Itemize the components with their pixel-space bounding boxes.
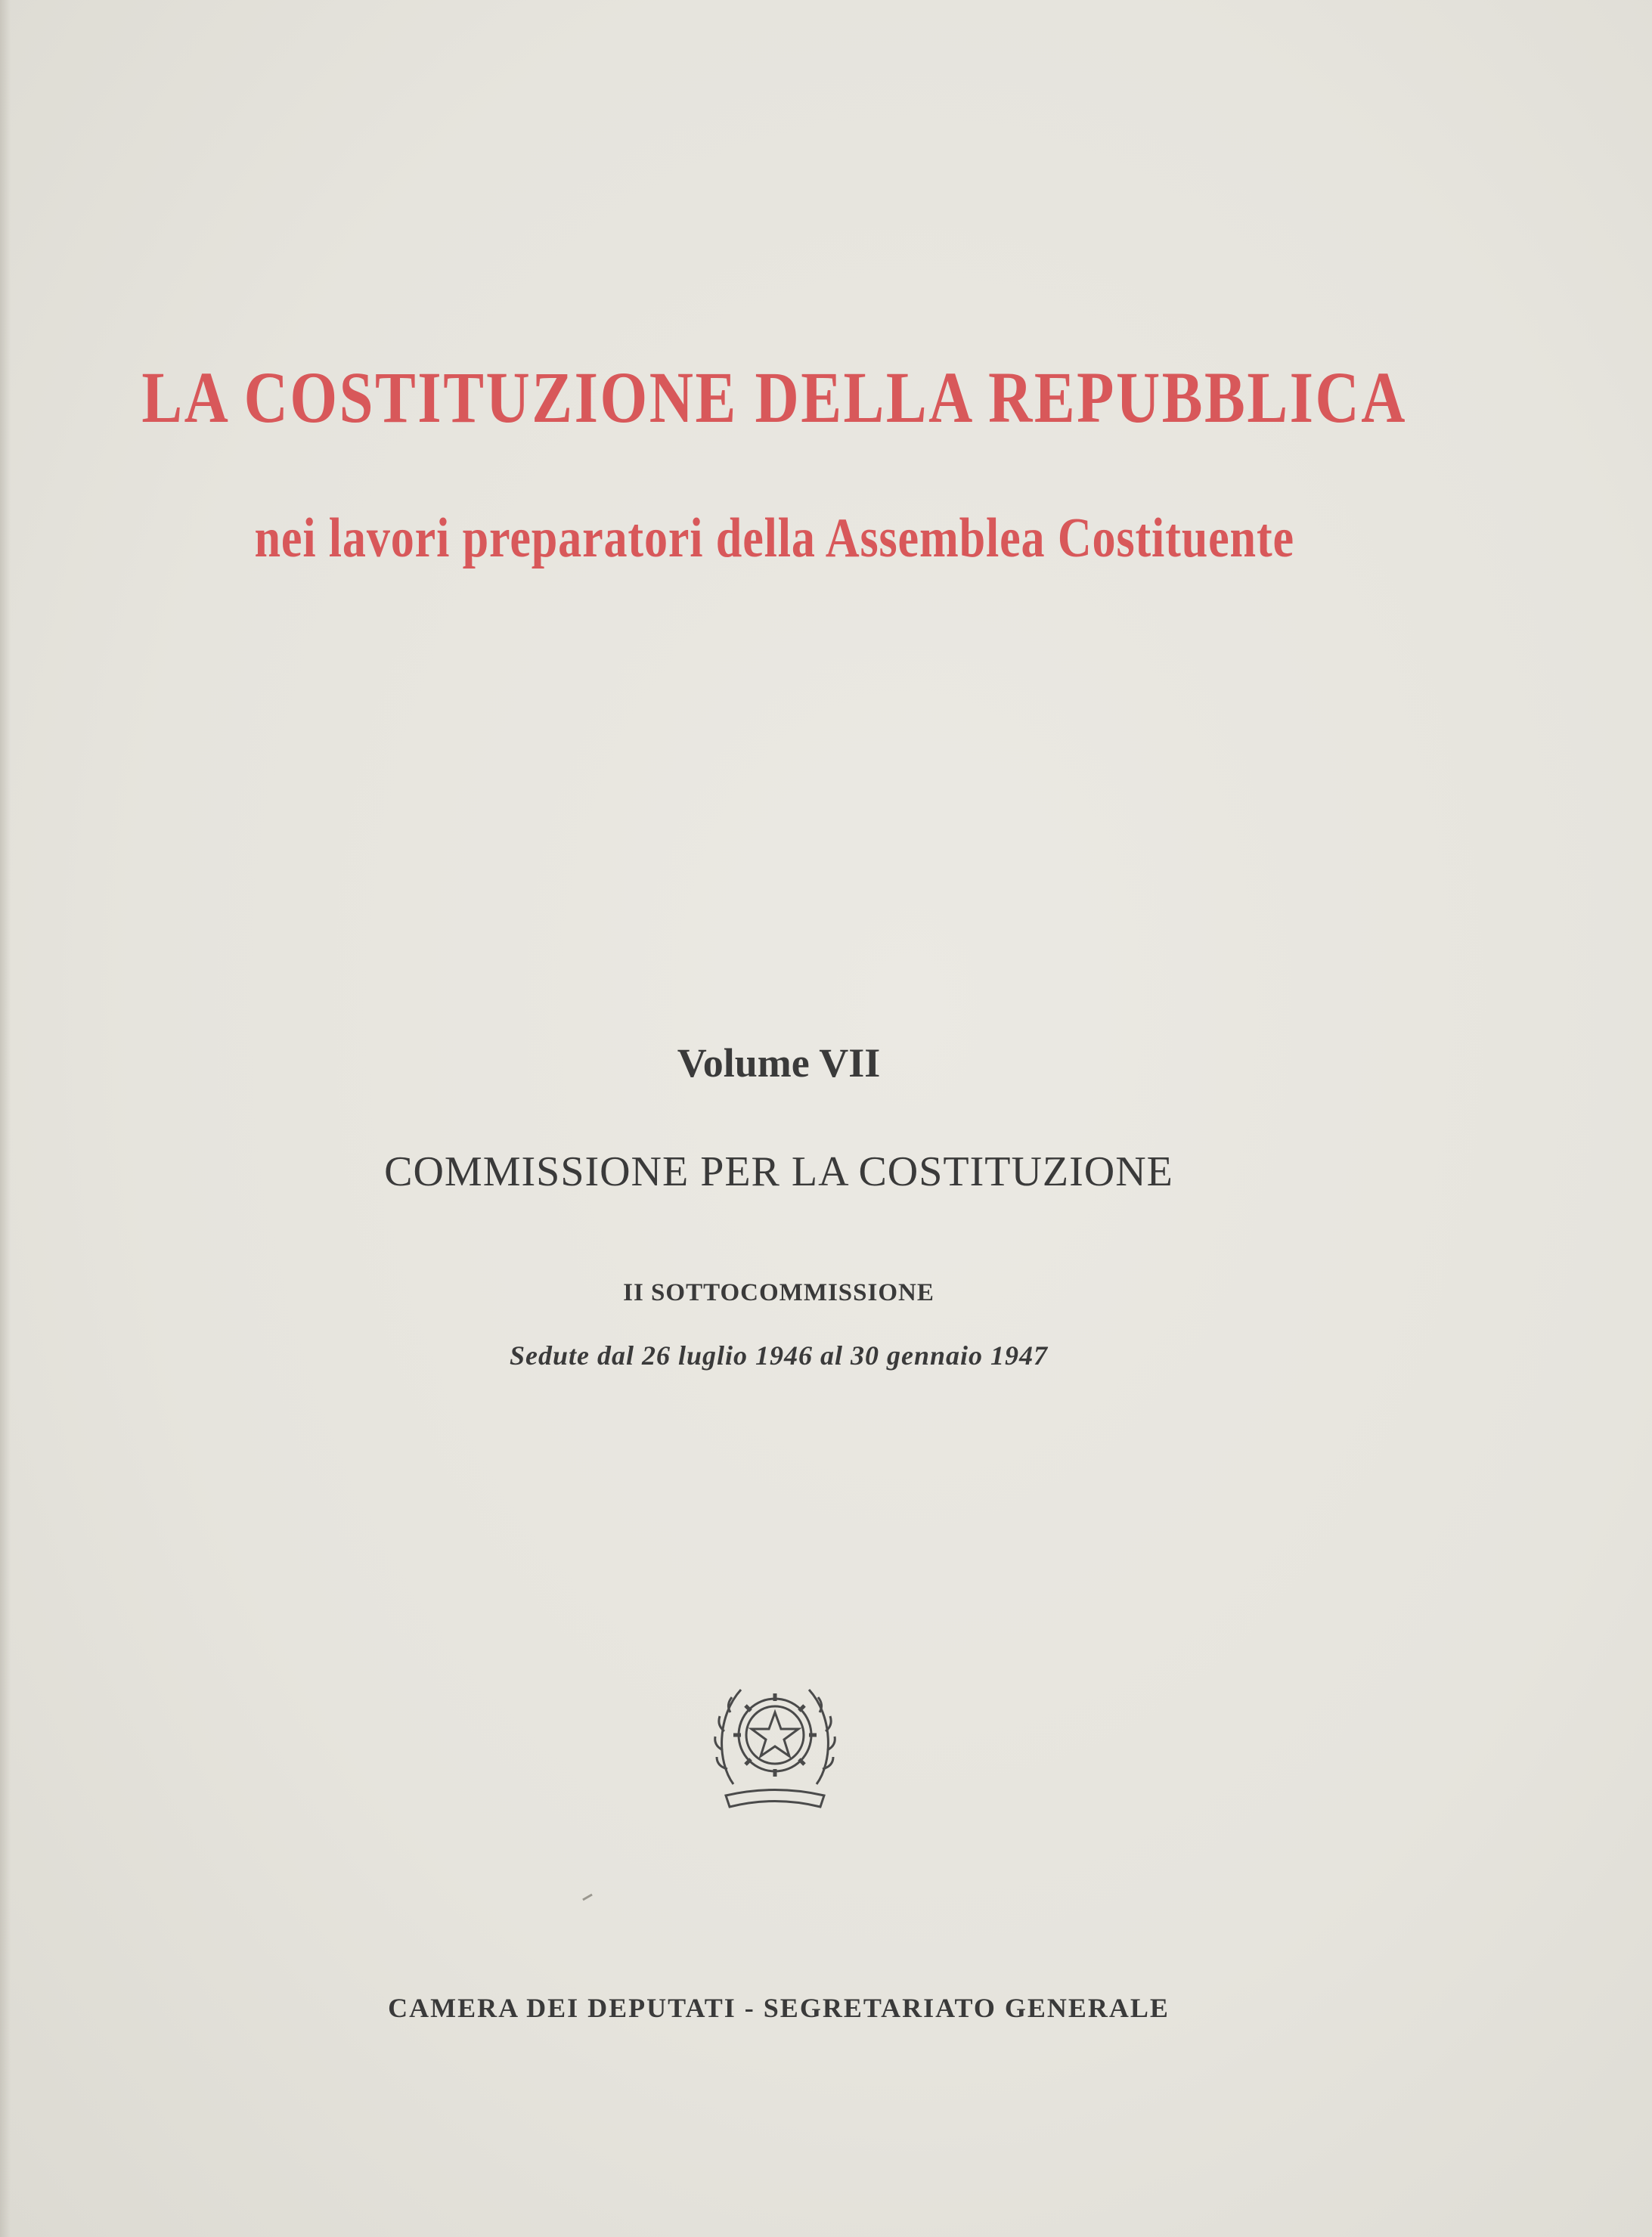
sessions-dates: Sedute dal 26 luglio 1946 al 30 gennaio 1947 xyxy=(509,1340,1049,1371)
commission-name: COMMISSIONE PER LA COSTITUZIONE xyxy=(384,1148,1173,1195)
paper-blemish xyxy=(582,1894,593,1901)
publisher-line: CAMERA DEI DEPUTATI - SEGRETARIATO GENERALE xyxy=(388,1993,1170,2023)
italian-republic-emblem-icon xyxy=(711,1671,839,1814)
volume-number: Volume VII xyxy=(677,1040,881,1086)
document-title: LA COSTITUZIONE DELLA REPUBBLICA xyxy=(141,357,1408,438)
subcommission-name: II SOTTOCOMMISSIONE xyxy=(623,1279,934,1306)
page-edge-shadow xyxy=(0,0,11,2237)
document-subtitle: nei lavori preparatori della Assemblea Costituente xyxy=(254,507,1294,569)
